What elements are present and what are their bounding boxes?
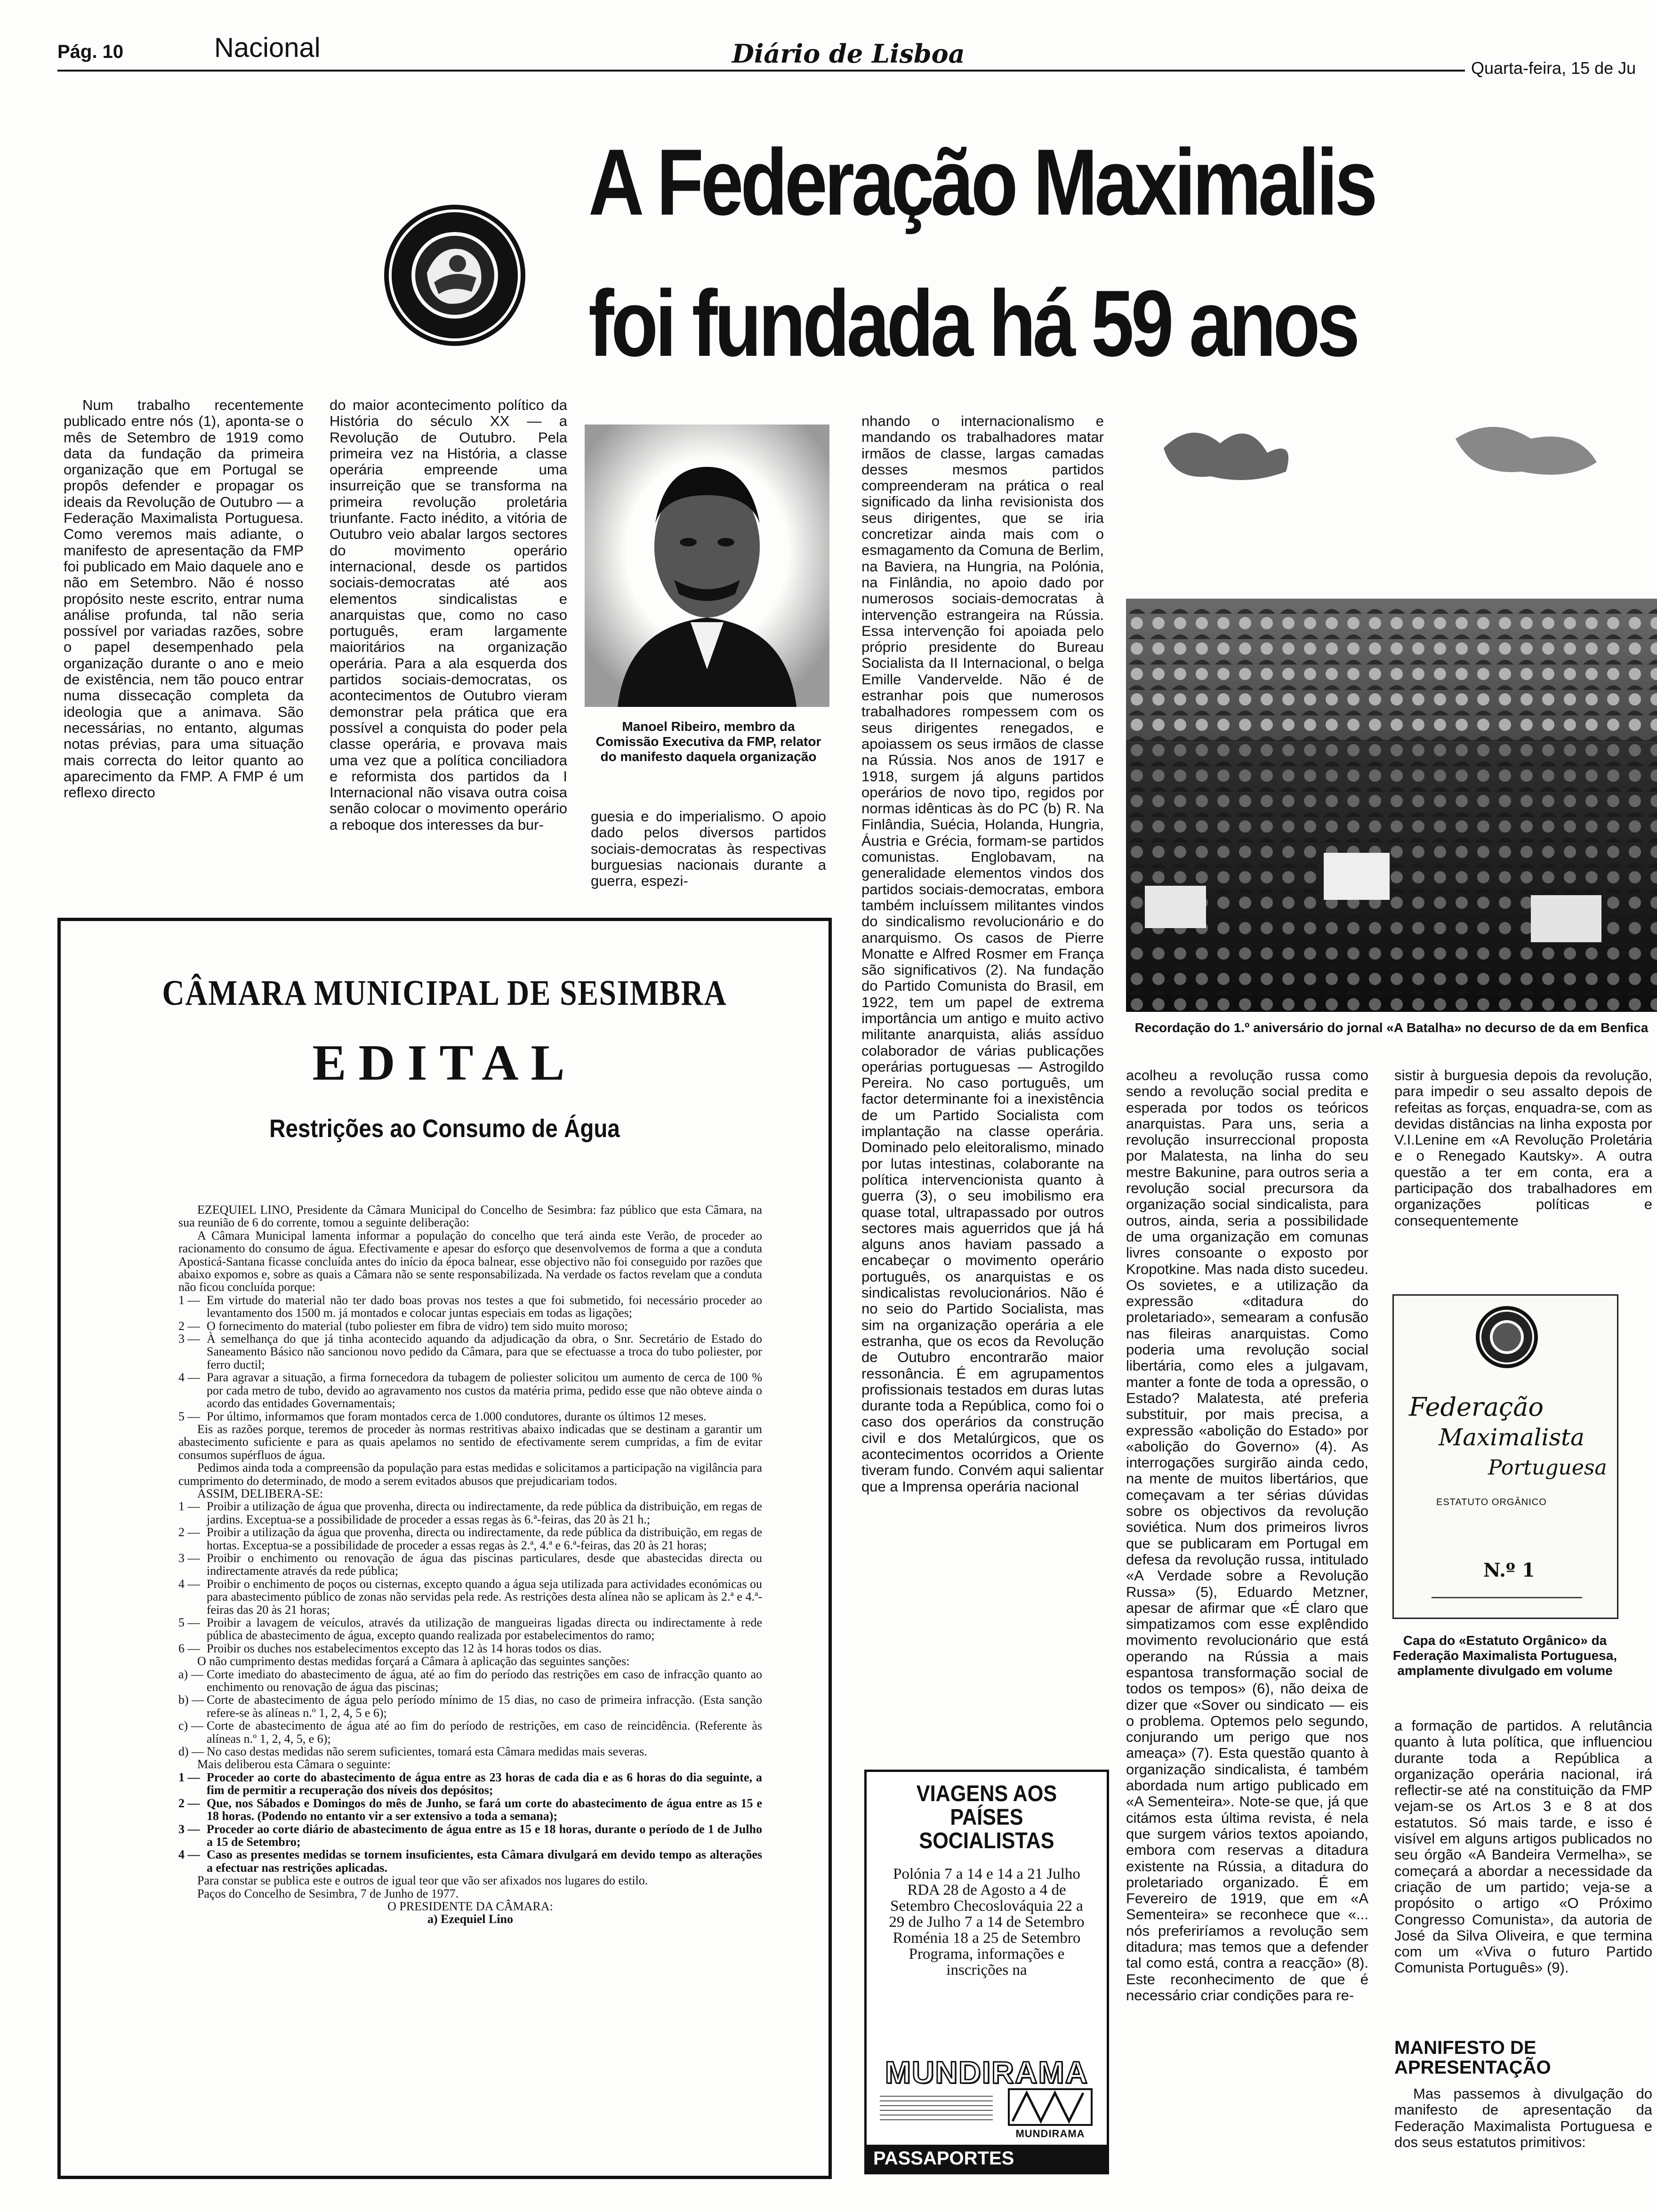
extra-item <box>178 1823 762 1849</box>
ad-logo-graphic <box>1008 2088 1093 2126</box>
edital-signature: a) Ezequiel Lino <box>427 1912 513 1926</box>
travel-advertisement <box>864 1770 1109 2174</box>
edital-body <box>178 1203 762 1926</box>
ad-brand-small: MUNDIRAMA <box>1015 2128 1085 2140</box>
extra-number: 3 — <box>178 1822 200 1836</box>
section-subhead: MANIFESTO DE APRESENTAÇÃO <box>1394 2037 1551 2078</box>
extra-intro: Mais deliberou esta Câmara o seguinte: <box>197 1757 391 1771</box>
rule-item <box>178 1526 762 1552</box>
rule-item <box>178 1552 762 1578</box>
masthead: Diário de Lisboa <box>732 39 965 69</box>
sanction-item <box>178 1668 762 1694</box>
sanction-text: No caso destas medidas não serem suficientes, tomará esta Câmara medidas mais severas. <box>207 1745 647 1759</box>
rule-number: 3 — <box>178 1551 200 1565</box>
sanction-letter: b) — <box>178 1693 204 1707</box>
article-column-2 <box>330 397 567 898</box>
edital-intro-2: A Câmara Municipal lamenta informar a população do concelho que terá ainda este Verão, de proceder ao racionamento do consumo de água. Efectivamente e apesar do esforço que desenvolvemos de forma a que a conduta Aposticá-Santana ficasse concluída antes do início da época balnear, esse objectivo não foi conseguido por razões que abaixo expomos e, sobre as quais a Câmara não se sente responsabilizada. Na verdade os factos revelam que a conduta não ficou concluída porque: <box>178 1228 762 1294</box>
reason-item <box>178 1410 762 1423</box>
rule-number: 1 — <box>178 1499 200 1514</box>
cover-subtitle: ESTATUTO ORGÂNICO <box>1436 1497 1547 1507</box>
sanction-item <box>178 1693 762 1719</box>
reason-text: À semelhança do que já tinha acontecido aquando da adjudicação da obra, o Snr. Secretário de Estado do Saneamento Básico não sancionou novo pedido da Câmara, para que se efectuasse a troca do tubo poliester, por ferro ductil; <box>207 1332 762 1371</box>
group-photo <box>1126 410 1657 1012</box>
edital-place-date: Paços do Concelho de Sesimbra, 7 de Junho de 1977. <box>197 1886 459 1900</box>
sanctions-intro: O não cumprimento destas medidas forçará a Câmara à aplicação das seguintes sanções: <box>197 1654 630 1668</box>
ad-brand-logo: MUNDIRAMA <box>885 2055 1089 2090</box>
edital-notice-box <box>57 918 832 2179</box>
article-column-6-top <box>1394 1067 1652 1284</box>
article-column-3-continuation <box>591 809 826 899</box>
portrait-caption: Manoel Ribeiro, membro da Comissão Executiva da FMP, relator do manifesto daquela organização <box>595 719 821 764</box>
rule-item <box>178 1578 762 1616</box>
rule-number: 5 — <box>178 1616 200 1629</box>
column-1-text: Num trabalho recentemente publicado entre nós (1), aponta-se o mês de Setembro de 1919 como data da fundação da primeira organização que em Portugal se propôs defender e propagar os ideais da Revolução de Outubro — a Federação Maximalista Portuguesa. Como veremos mais adiante, o manifesto de apresentação da FMP foi publicado em Maio daquele ano e não em Setembro. Não é nosso propósito neste escrito, entrar numa análise profunda, tal não seria possível por variadas razões, sobre o papel desempenhado pela organização durante o ano e meio de existência, nem tão pouco entrar numa dissecação completa da ideologia que a animava. São necessárias, no entanto, algumas notas prévias, para uma situação mais correcta do leitor quanto ao aparecimento da FMP. A FMP é um reflexo directo <box>64 397 304 801</box>
sanction-item <box>178 1745 762 1758</box>
reason-item <box>178 1371 762 1410</box>
rule-item <box>178 1616 762 1642</box>
extra-number: 2 — <box>178 1796 200 1810</box>
reason-item <box>178 1294 762 1320</box>
cover-title-line3: Portuguesa <box>1488 1456 1607 1480</box>
edital-heading: Restrições ao Consumo de Água <box>269 1114 620 1143</box>
sanction-text: Corte imediato do abastecimento de água, até ao fim do período das restrições em caso de infracção quanto ao enchimento ou renovação de água das piscinas; <box>207 1667 762 1694</box>
extra-item <box>178 1771 762 1797</box>
rule-number: 6 — <box>178 1641 200 1655</box>
sanction-item <box>178 1719 762 1745</box>
article-column-5 <box>1126 1067 1368 2206</box>
reason-item <box>178 1320 762 1332</box>
extra-item <box>178 1797 762 1823</box>
page-number: Pág. 10 <box>57 41 124 62</box>
column-6-bottom-text: a formação de partidos. A relutância quanto à luta política, que influenciou durante toda a República a organização operária nacional, irá reflectir-se até na constituição da FMP vejam-se os Art.os 3 e 8 at dos estatutos. Só mais tarde, e isso é visível em alguns artigos publicados no seu órgão «A Bandeira Vermelha», se começará a abordar a necessidade da criação de um partido; veja-se a propósito o artigo «O Próximo Congresso Comunista», da autoria de José da Silva Oliveira, e que termina com um «Viva o futuro Partido Comunista Português» (9). <box>1394 1718 1652 1976</box>
group-photo-caption: Recordação do 1.º aniversário do jornal «A Batalha» no decurso de da em Benfica <box>1134 1020 1649 1035</box>
column-5-text: acolheu a revolução russa como sendo a revolução social predita e esperada por todos os teóricos anarquistas. Para uns, seria a revolução insurreccional proposta por Malatesta, na linha do seu mestre Bakunine, para outros seria a revolução social precursora da organização social sindicalista, para outros, ainda, seria a possibilidade de uma organização em comunas livres consoante o exposto por Kropotkine. Mas nada disto sucedeu. Os sovietes, e a utilização da expressão «ditadura do proletariado», semearam a confusão nas fileiras anarquistas. Como poderia uma revolução social libertária, como eles a julgavam, manter a fonte de toda a opressão, o Estado? Malatesta, até preferia substituir, por mais precisa, a expressão «abolição do Estado» por «abolição do Governo» (4). As interrogações surgirão ainda cedo, na mente de muitos libertários, que começavam a ter sérias dúvidas sobre os objectivos da revolução soviética. Num dos primeiros livros que se publicaram em Portugal em defesa da revolução russa, intitulado «A Verdade sobre a Revolução Russa» (5), Eduardo Metzner, apesar de afirmar que «É claro que simpatizamos com esse explêndido movimento revolucionário que está operando na Rússia a mais espantosa transformação social de todos os tempos» (6), não deixa de dizer que «Sover ou sindicato — eis o problema. Optemos pelo segundo, conjurando um perigo que nos ameaça» (7). Esta questão quanto à organização sindicalista, é também abordada num artigo publicado em «A Sementeira». Note-se que, já que citámos esta última revista, é nela que surgem vários textos apoiando, embora com reservas a ditadura existente na Rússia, a ditadura do proletariado organizado. É em Fevereiro de 1919, que em «A Sementeira» se reconhece que «... nós preferiríamos a revolução sem ditadura; mas temos que a defender tal como está, contra a reacção» (8). Este reconhecimento de que é necessário criar condições para re- <box>1126 1067 1368 2004</box>
headline-line2: foi fundada há 59 anos <box>588 271 1357 376</box>
column-6-top-text: sistir à burguesia depois da revolução, para impedir o seu assalto depois de refeitas as forças, enquadra-se, com as devidas distâncias na linha exposta por V.I.Lenine em «A Revolução Proletária e o Renegado Kautsky». A outra questão a ter em conta, era a participação dos trabalhadores em organizações políticas e consequentemente <box>1394 1067 1652 1229</box>
edital-signatory-title: O PRESIDENTE DA CÂMARA: <box>387 1899 553 1913</box>
reason-number: 1 — <box>178 1293 200 1307</box>
reason-text: Em virtude do material não ter dado boas provas nos testes a que foi submetido, foi necessário proceder ao levantamento dos 1500 m. já montados e colocar juntas especiais em todas as ligações; <box>207 1293 762 1320</box>
reason-item <box>178 1332 762 1371</box>
ad-address-block <box>880 2092 993 2120</box>
reason-text: O fornecimento do material (tubo poliester em fibra de vidro) tem sido muito moroso; <box>207 1319 628 1333</box>
rule-item <box>178 1500 762 1526</box>
ad-title: VIAGENS AOS PAÍSES SOCIALISTAS <box>916 1781 1057 1853</box>
extra-number: 1 — <box>178 1770 200 1784</box>
sanction-letter: a) — <box>178 1667 203 1681</box>
edital-paragraph: Pedimos ainda toda a compreensão da população para estas medidas e solicitamos a participação na vigilância para cumprimento do determinado, de modo a serem evitados abusos que prejudicariam todos. <box>178 1461 762 1488</box>
reason-text: Para agravar a situação, a firma fornecedora da tubagem de poliester solicitou um aumento de cerca de 100 % por cada metro de tubo, devido ao agravamento nos custos da matéria prima, pedido esse que não obteve ainda o acordo das entidades Governamentais; <box>207 1370 762 1411</box>
article-column-6-bottom <box>1394 1718 1652 2028</box>
extra-text: Proceder ao corte do abastecimento de água entre as 23 horas de cada dia e as 6 horas do dia seguinte, a fim de permitir a recuperação dos níveis dos depósitos; <box>207 1770 762 1797</box>
article-column-1 <box>64 397 304 898</box>
column-6-end-text: Mas passemos à divulgação do manifesto de apresentação da Federação Maximalista Portuguesa e dos seus estatutos primitivos: <box>1394 2086 1652 2150</box>
portrait-photo <box>585 425 829 707</box>
extra-item <box>178 1848 762 1874</box>
cover-title-line1: Federação <box>1409 1392 1544 1422</box>
rule-number: 2 — <box>178 1525 200 1539</box>
extra-number: 4 — <box>178 1848 200 1862</box>
rule-text: Proibir a lavagem de veículos, através da utilização de mangueiras ligadas directa ou indirectamente à rede pública de abastecimento de água, excepto quando realizada por estabelecimentos do ramo; <box>207 1616 762 1643</box>
extra-text: Proceder ao corte diário de abastecimento de água entre as 15 e 18 horas, durante o período de 1 de Julho a 15 de Setembro; <box>207 1822 762 1849</box>
sanction-text: Corte de abastecimento de água pelo período mínimo de 15 dias, no caso de primeira infracção. (Esta sanção refere-se às alíneas n.º 1, 2, 4, 5 e 6); <box>207 1693 762 1720</box>
column-3-text: guesia e do imperialismo. O apoio dado pelos diversos partidos sociais-democratas às respectivas burguesias nacionais durante a guerra, espezi- <box>591 809 826 890</box>
column-4-text: nhando o internacionalismo e mandando os trabalhadores matar irmãos de classe, largas camadas desses mesmos partidos compreenderam na prática o real significado da linha revisionista dos seus dirigentes, que se iria concretizar ainda mais com o esmagamento da Comuna de Berlim, na Baviera, na Hungria, na Polónia, na Finlândia, no apoio dado por numerosos sociais-democratas à intervenção estrangeira na Rússia. Essa intervenção foi apoiada pelo próprio presidente do Bureau Socialista da II Internacional, o belga Emille Vandervelde. Não é de estranhar pois que numerosos trabalhadores rompessem com os seus dirigentes renegados, e apoiassem os seus irmãos de classe na Rússia. Nos anos de 1917 e 1918, surgem já alguns partidos operários de novo tipo, regidos por normas idênticas às do PC (b) R. Na Finlândia, Suécia, Holanda, Hungria, Áustria e Grécia, formam-se partidos comunistas. Englobavam, na generalidade elementos vindos dos partidos sociais-democratas, embora também incluíssem militantes vindos do sindicalismo revolucionário e do anarquismo. Os casos de Pierre Monatte e Alfred Rosmer em França são significativos (2). Na fundação do Partido Comunista do Brasil, em 1922, tem um papel de extrema importância um antigo e muito activo militante anarquista, aliás assíduo colaborador de várias publicações operárias portuguesas — Astrogildo Pereira. No caso português, um factor determinante foi a inexistência de um Partido Socialista com implantação na classe operária. Dominado pelo eleitoralismo, minado por lutas intestinas, colaborante na política intervencionista quanto à guerra (3), o seu imobilismo era quase total, ultrapassado por outros sectores mais aguerridos que já há alguns anos haviam passado a encabeçar o movimento operário português, os anarquistas e os sindicalistas revolucionários. Não é no seio do Partido Socialista, mas sim na organização operária a ele estranha, que os ecos da Revolução de Outubro encontrarão maior ressonância. É em agrupamentos profissionais testados em duras lutas durante toda a República, como foi o caso dos operários da construção civil e dos Metalúrgicos, que os acontecimentos ocorridos a Oriente tiveram fundo. Convém aqui salientar que a Imprensa operária nacional <box>861 413 1104 1495</box>
rule-item <box>178 1642 762 1655</box>
cover-footer-line <box>1432 1597 1582 1598</box>
sanction-letter: d) — <box>178 1745 204 1759</box>
reason-number: 5 — <box>178 1409 200 1423</box>
ad-passports-bar: PASSAPORTES <box>867 2145 1107 2172</box>
edital-paragraph: Eis as razões porque, teremos de proceder às normas restritivas abaixo indicadas que se destinam a garantir um abastecimento suficiente e para as quais apelamos no sentido de efectivamente serem cumpridas, a fim de evitar consumos supérfluos de água. <box>178 1422 762 1462</box>
reason-number: 2 — <box>178 1319 200 1333</box>
edital-subtitle: EDITAL <box>312 1035 577 1091</box>
column-2-text: do maior acontecimento político da História do século XX — a Revolução de Outubro. Pela primeira vez na História, a classe operária empreende uma insurreição que se transforma na primeira revolução proletária triunfante. Facto inédito, a vitória de Outubro veio abalar largos sectores do movimento operário internacional, desde os partidos sociais-democratas até aos elementos sindicalistas e anarquistas que, como no caso português, eram largamente maioritários na organização operária. Para a ala esquerda dos partidos sociais-democratas, os acontecimentos de Outubro vieram demonstrar pela prática que era possível a conquista do poder pela classe operária, e provava mais uma vez que a política conciliadora e reformista dos partidos da I Internacional não visava outra coisa senão colocar o movimento operário a reboque dos interesses da bur- <box>330 397 567 833</box>
rule-text: Proibir a utilização da água que provenha, directa ou indirectamente, da rede pública da distribuição, em regas de hortas. Exceptua-se a possibilidade de proceder a essas regas às 2.ª, 4.ª e 6.ª-feiras, das 20 às 21 horas; <box>207 1525 762 1552</box>
cover-title-line2: Maximalista <box>1439 1424 1585 1451</box>
rule-text: Proibir os duches nos estabelecimentos excepto das 12 às 14 horas todos os dias. <box>207 1641 602 1655</box>
article-column-6-end <box>1394 2086 1652 2161</box>
headline-line1: A Federação Maximalis <box>588 130 1375 235</box>
extra-text: Que, nos Sábados e Domingos do mês de Junho, se fará um corte do abastecimento de água entre as 15 e 18 horas. (Podendo no entanto vir a ser extensivo a toda a semana); <box>207 1796 762 1823</box>
header-rule <box>57 70 1465 72</box>
edital-intro: EZEQUIEL LINO, Presidente da Câmara Municipal do Concelho de Sesimbra: faz público que esta Câmara, na sua reunião de 6 do corrente, tomou a seguinte deliberação: <box>178 1203 762 1230</box>
rule-number: 4 — <box>178 1577 200 1591</box>
date-line: Quarta-feira, 15 de Ju <box>1471 58 1636 78</box>
ad-text: Polónia 7 a 14 e 14 a 21 Julho RDA 28 de Agosto a 4 de Setembro Checoslováquia 22 a 29 de Julho 7 a 14 de Setembro Roménia 18 a 25 de Setembro Programa, informações e inscrições na <box>889 1866 1085 1979</box>
rule-text: Proibir o enchimento de poços ou cisternas, excepto quando a água seja utilizada para actividades económicas ou para abastecimento público de zonas não servidas pela rede. As restrições desta alínea não se aplicam às 2.ª e 4.ª-feiras das 20 às 21 horas; <box>207 1577 762 1617</box>
cover-number: N.º 1 <box>1483 1559 1535 1581</box>
statute-cover-image <box>1392 1294 1618 1619</box>
sanction-letter: c) — <box>178 1719 203 1733</box>
edital-delibera: ASSIM, DELIBERA-SE: <box>197 1486 323 1500</box>
article-column-4 <box>861 413 1104 1764</box>
edital-closing: Para constar se publica este e outros de igual teor que vão ser afixados nos lugares do estilo. <box>197 1874 648 1888</box>
statute-cover-caption: Capa do «Estatuto Orgânico» da Federação Maximalista Portuguesa, amplamente divulgado em volume <box>1392 1633 1617 1678</box>
section-label: Nacional <box>214 32 321 63</box>
sanction-text: Corte de abastecimento de água até ao fim do período de restrições, em caso de reincidência. (Referente às alíneas n.º 1, 2, 4, 5, e 6); <box>207 1719 762 1746</box>
rule-text: Proibir o enchimento ou renovação de água das piscinas particulares, desde que abastecidas directa ou indirectamente através da rede pública; <box>207 1551 762 1578</box>
reason-text: Por último, informamos que foram montados cerca de 1.000 condutores, durante os últimos 12 meses. <box>207 1409 707 1423</box>
extra-text: Caso as presentes medidas se tornem insuficientes, esta Câmara divulgará em devido tempo as alterações a efectuar nas restrições aplicadas. <box>207 1848 762 1875</box>
edital-title: CÂMARA MUNICIPAL DE SESIMBRA <box>162 973 727 1013</box>
fmp-seal-logo <box>382 202 527 348</box>
reason-number: 4 — <box>178 1370 200 1385</box>
reason-number: 3 — <box>178 1332 200 1346</box>
rule-text: Proibir a utilização de água que provenha, directa ou indirectamente, da rede pública da distribuição, em regas de jardins. Exceptua-se a possibilidade de proceder a essas regas às 6.ª-feiras, das 20 às 21 h.; <box>207 1499 762 1526</box>
